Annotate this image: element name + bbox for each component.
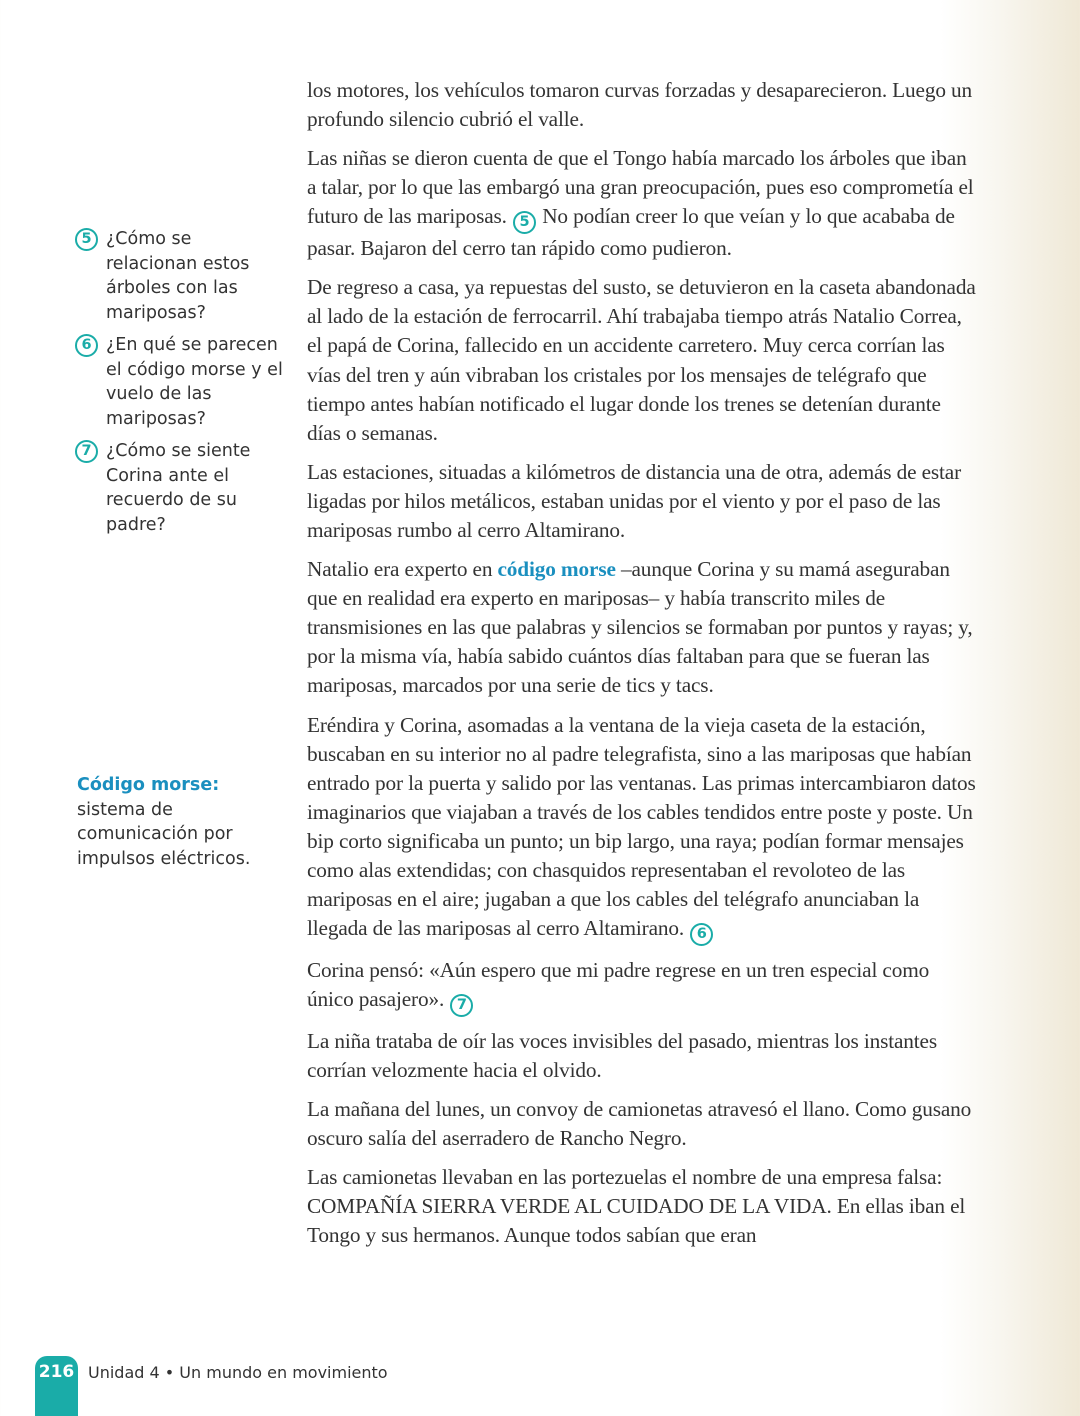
- question-text: ¿Cómo se siente Corina ante el recuerdo de su padre?: [106, 441, 251, 535]
- glossary-note: [74, 773, 287, 871]
- paragraph-text: No podían creer lo que veían y lo que acababa de pasar. Bajaron del cerro tan rápido como pudieron.: [307, 204, 955, 261]
- question-text: ¿En qué se parecen el código morse y el vuelo de las mariposas?: [106, 335, 283, 429]
- paragraph: los motores, los vehículos tomaron curvas forzadas y desaparecieron. Luego un profundo silencio cubrió el valle.: [307, 78, 973, 132]
- unit-title: Unidad 4 • Un mundo en movimiento: [88, 1363, 388, 1382]
- paragraph: [307, 711, 977, 946]
- paragraph: [307, 956, 977, 1017]
- paragraph: [307, 555, 977, 700]
- question-number-badge: 5: [75, 228, 98, 251]
- margin-questions: [74, 227, 284, 545]
- margin-question-6: [74, 333, 284, 431]
- question-number-badge: 7: [75, 440, 98, 463]
- page-number: 216: [38, 1362, 75, 1382]
- paragraph-text: Las niñas se dieron cuenta de que el Tongo había marcado los árboles que iban a talar, por lo que las embargó una gran preocupación, pues eso comprometía el futuro de las mariposas.: [307, 146, 974, 229]
- question-marker-7: 7: [450, 994, 473, 1017]
- story-text: [307, 76, 977, 1260]
- paragraph: [307, 144, 977, 263]
- paragraph: La mañana del lunes, un convoy de camionetas atravesó el llano. Como gusano oscuro salía del aserradero de Rancho Negro.: [307, 1096, 972, 1151]
- paragraph: Las estaciones, situadas a kilómetros de distancia una de otra, además de estar ligadas por hilos metálicos, estaban unidas por el viento y por el paso de las mariposas rumbo al cerro Altamirano.: [307, 459, 962, 542]
- question-marker-5: 5: [513, 211, 536, 234]
- page-number-tab: [35, 1356, 78, 1416]
- glossary-definition: sistema de comunicación por impulsos eléctricos.: [77, 799, 251, 869]
- question-text: ¿Cómo se relacionan estos árboles con las mariposas?: [106, 229, 250, 323]
- paragraph-text: –aunque Corina y su mamá aseguraban que en realidad era experto en mariposas– y había transcrito miles de transmisiones en las que palabras y silencios se formaban por puntos y rayas; y, por la misma vía, había sabido cuántos días faltaban para que se fueran las mariposas, marcados por una serie de tics y tacs.: [307, 557, 973, 698]
- paragraph-text: Corina pensó: «Aún espero que mi padre regrese en un tren especial como único pasajero».: [307, 957, 930, 1012]
- glossary-term-link: código morse: [497, 557, 616, 582]
- question-number-badge: 6: [75, 334, 98, 357]
- paragraph: La niña trataba de oír las voces invisibles del pasado, mientras los instantes corrían velozmente hacia el olvido.: [307, 1028, 937, 1082]
- question-marker-6: 6: [690, 923, 713, 946]
- glossary-term: Código morse:: [77, 775, 220, 795]
- margin-question-7: [74, 439, 284, 537]
- paragraph: Las camionetas llevaban en las portezuelas el nombre de una empresa falsa: COMPAÑÍA SIERRA VERDE AL CUIDADO DE LA VIDA. En ellas iban el Tongo y sus hermanos. Aunque todos sabían que eran: [307, 1165, 966, 1248]
- paragraph-text: Eréndira y Corina, asomadas a la ventana de la vieja caseta de la estación, buscaban en su interior no al padre telegrafista, sino a las mariposas que habían entrado por la puerta y salido por las ventanas. Las primas intercambiaron datos imaginarios que viajaban a través de los cables tendidos entre poste y poste. Un bip corto significaba un punto; un bip largo, una raya; podían formar mensajes como alas extendidas; con chasquidos representaban el revoloteo de las mariposas en el aire; jugaban a que los cables del telégrafo anunciaban la llegada de las mariposas al cerro Altamirano.: [307, 712, 976, 941]
- margin-question-5: [74, 227, 284, 325]
- paragraph: De regreso a casa, ya repuestas del susto, se detuvieron en la caseta abandonada al lado de la estación de ferrocarril. Ahí trabajaba tiempo atrás Natalio Correa, el papá de Corina, fallecido en un accidente carretero. Muy cerca corrían las vías del tren y aún vibraban los cristales por los mensajes de telégrafo que tiempo antes habían notificado el lugar donde los trenes se detenían durante días o semanas.: [307, 275, 976, 445]
- paragraph-text: Natalio era experto en: [307, 557, 498, 582]
